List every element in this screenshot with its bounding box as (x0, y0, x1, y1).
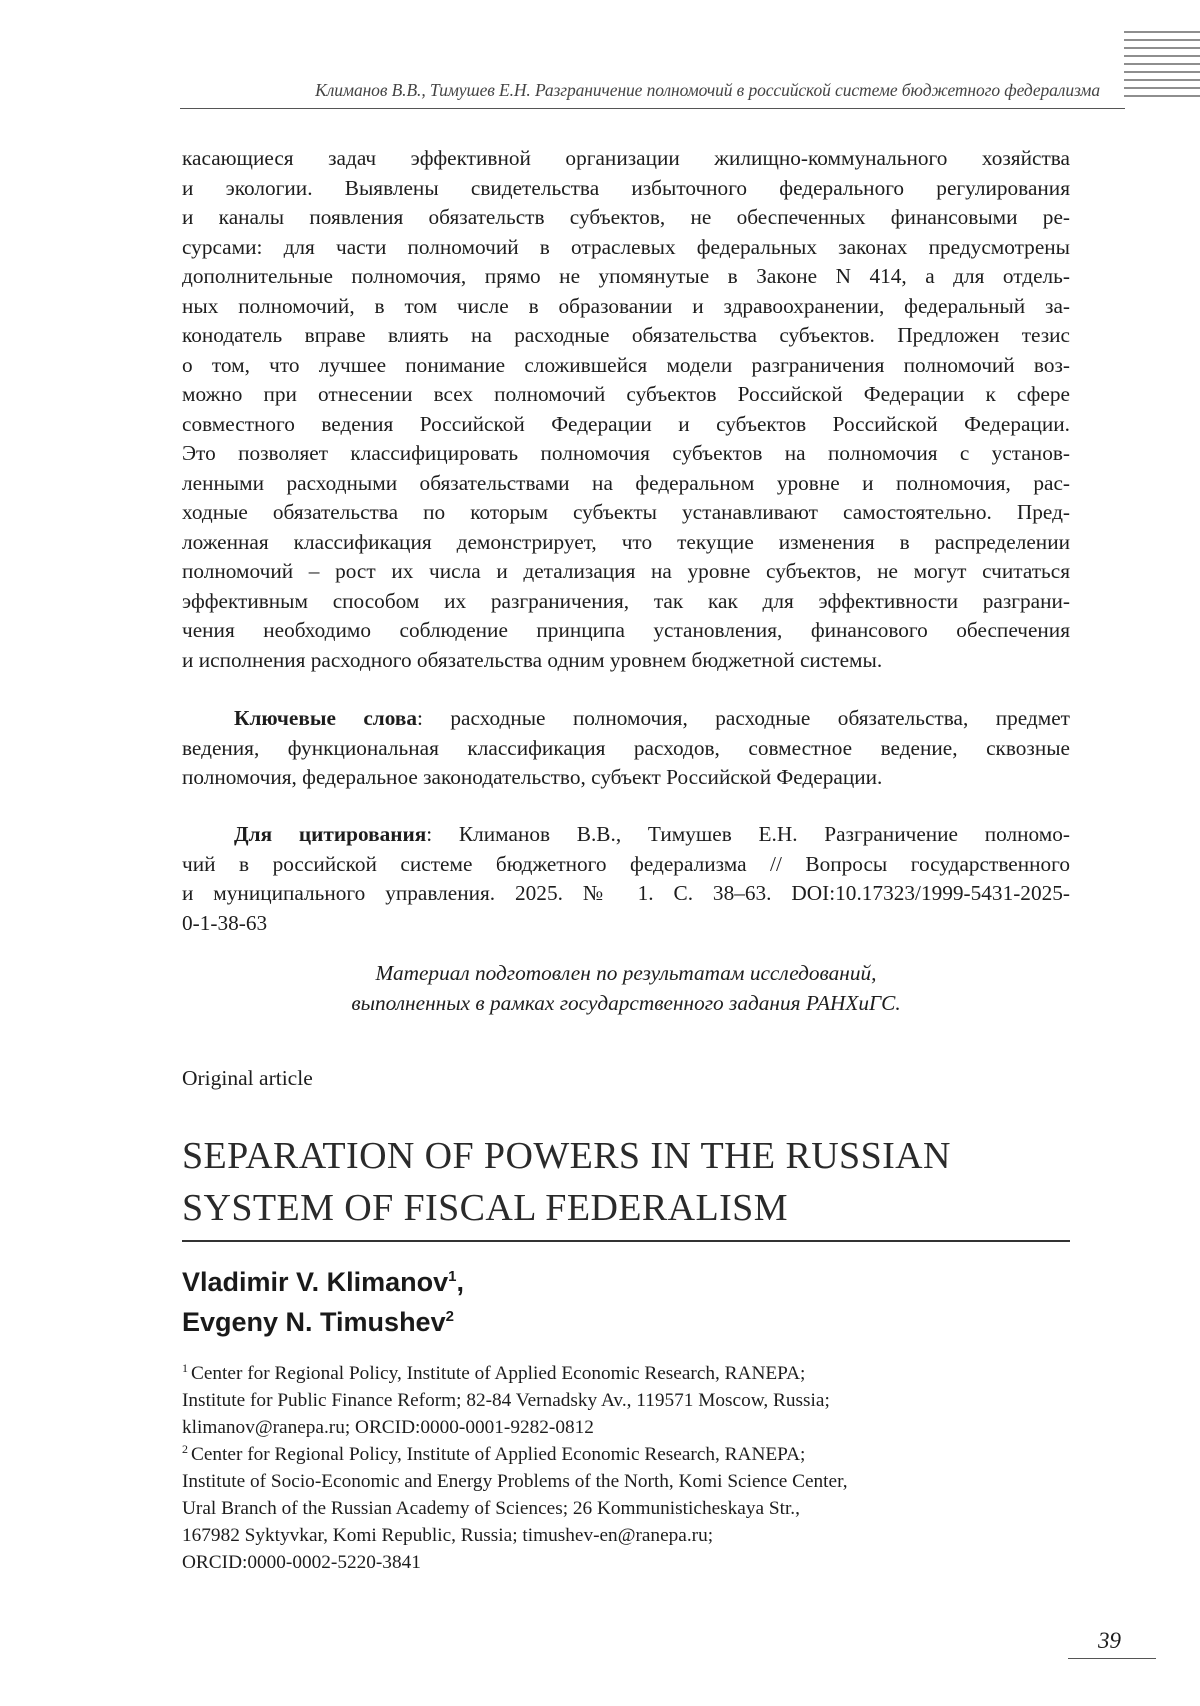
article-type: Original article (182, 1066, 313, 1090)
affiliation-line: ORCID:0000-0002-5220-3841 (182, 1552, 421, 1573)
abstract-line: дополнительные полномочия, прямо не упомянутые в Законе N 414, а для отдель- (182, 264, 1070, 288)
abstract-line: чения необходимо соблюдение принципа установления, финансового обеспечения (182, 618, 1070, 642)
affiliation-line: Ural Branch of the Russian Academy of Sciences; 26 Kommunisticheskaya Str., (182, 1498, 800, 1519)
authors (182, 1262, 464, 1342)
abstract-line: конодатель вправе влиять на расходные обязательства субъектов. Предложен тезис (182, 323, 1070, 347)
funding-line: выполненных в рамках государственного задания РАНХиГС. (351, 991, 901, 1015)
page-number-rule (1068, 1658, 1156, 1659)
abstract-line: и исполнения расходного обязательства одним уровнем бюджетной системы. (182, 647, 883, 672)
title-line: SYSTEM OF FISCAL FEDERALISM (182, 1187, 788, 1229)
affiliation-line: Institute for Public Finance Reform; 82-84 Vernadsky Av., 119571 Moscow, Russia; (182, 1390, 830, 1411)
author (182, 1302, 464, 1342)
abstract-line: ленными расходными обязательствами на федеральном уровне и полномочия, рас- (182, 470, 1070, 495)
affiliation-mark: 2 (182, 1442, 188, 1456)
title-rule (182, 1240, 1070, 1242)
affiliations (182, 1360, 1070, 1576)
affiliation-text: Center for Regional Policy, Institute of Applied Economic Research, RANEPA; (191, 1444, 806, 1465)
keywords-line: полномочия, федеральное законодательство, субъект Российской Федерации. (182, 765, 883, 789)
citation-line: чий в российской системе бюджетного федерализма // Вопросы государственного (182, 851, 1070, 876)
author-name: Vladimir V. Klimanov (182, 1267, 449, 1297)
funding-note (182, 958, 1070, 1018)
abstract-line: ных полномочий, в том числе в образовании и здравоохранении, федеральный за- (182, 293, 1070, 318)
running-head: Климанов В.В., Тимушев Е.Н. Разграничение полномочий в российской системе бюджетного федерализма (315, 80, 1100, 100)
keywords-line (182, 704, 1070, 734)
abstract-line: Это позволяет классифицировать полномочия субъектов на полномочия с установ- (182, 441, 1070, 465)
affiliation-line: 167982 Syktyvkar, Komi Republic, Russia; timushev-en@ranepa.ru; (182, 1525, 714, 1546)
affiliation-line (182, 1441, 1070, 1468)
affiliation-text: Center for Regional Policy, Institute of Applied Economic Research, RANEPA; (191, 1363, 806, 1384)
affiliation-mark: 1 (182, 1361, 188, 1375)
abstract-line: ложенная классификация демонстрирует, что текущие изменения в распределении (182, 529, 1070, 554)
abstract-line: о том, что лучшее понимание сложившейся модели разграничения полномочий воз- (182, 352, 1070, 377)
abstract-line: можно при отнесении всех полномочий субъектов Российской Федерации к сфере (182, 382, 1070, 406)
abstract-line: полномочий – рост их числа и детализация на уровне субъектов, не могут считаться (182, 559, 1070, 583)
citation-label: Для цитирования (234, 822, 427, 846)
citation-paragraph (182, 820, 1070, 938)
abstract-line: и экологии. Выявлены свидетельства избыточного федерального регулирования (182, 175, 1070, 200)
citation-text: : Климанов В.В., Тимушев Е.Н. Разграничение полномо- (426, 822, 1070, 846)
affiliation-line: Institute of Socio-Economic and Energy Problems of the North, Komi Science Center, (182, 1471, 848, 1492)
abstract-line: сурсами: для части полномочий в отраслевых федеральных законах предусмотрены (182, 234, 1070, 259)
keywords-line: ведения, функциональная классификация расходов, совместное ведение, сквозные (182, 735, 1070, 760)
article-title (182, 1130, 1072, 1234)
abstract-line: и каналы появления обязательств субъектов, не обеспеченных финансовыми ре- (182, 205, 1070, 229)
header-rule (180, 108, 1125, 109)
abstract-line: эффективным способом их разграничения, так как для эффективности разграни- (182, 588, 1070, 613)
citation-line: и муниципального управления. 2025. № 1. С. 38–63. DOI:10.17323/1999-5431-2025- (182, 881, 1070, 905)
title-line: SEPARATION OF POWERS IN THE RUSSIAN (182, 1135, 951, 1177)
abstract-text (182, 144, 1070, 675)
keywords-paragraph (182, 704, 1070, 793)
author-affiliation-mark: 2 (445, 1308, 454, 1325)
author-name: Evgeny N. Timushev (182, 1307, 446, 1337)
keywords-label: Ключевые слова (234, 706, 418, 730)
abstract-line: ходные обязательства по которым субъекты устанавливают самостоятельно. Пред- (182, 500, 1070, 524)
author-separator: , (456, 1267, 464, 1297)
abstract-line: касающиеся задач эффективной организации жилищно-коммунального хозяйства (182, 146, 1070, 170)
author (182, 1262, 464, 1302)
page-number: 39 (1098, 1628, 1121, 1653)
author-affiliation-mark: 1 (448, 1268, 457, 1285)
affiliation-line: klimanov@ranepa.ru; ORCID:0000-0001-9282-0812 (182, 1417, 594, 1438)
abstract-line: совместного ведения Российской Федерации и субъектов Российской Федерации. (182, 411, 1070, 436)
funding-line: Материал подготовлен по результатам исследований, (375, 961, 877, 985)
keywords-text: : расходные полномочия, расходные обязательства, предмет (417, 706, 1070, 730)
header-decoration-stripes (1124, 31, 1200, 103)
citation-line: 0-1-38-63 (182, 910, 268, 935)
affiliation-line (182, 1360, 1070, 1387)
citation-line (182, 820, 1070, 850)
